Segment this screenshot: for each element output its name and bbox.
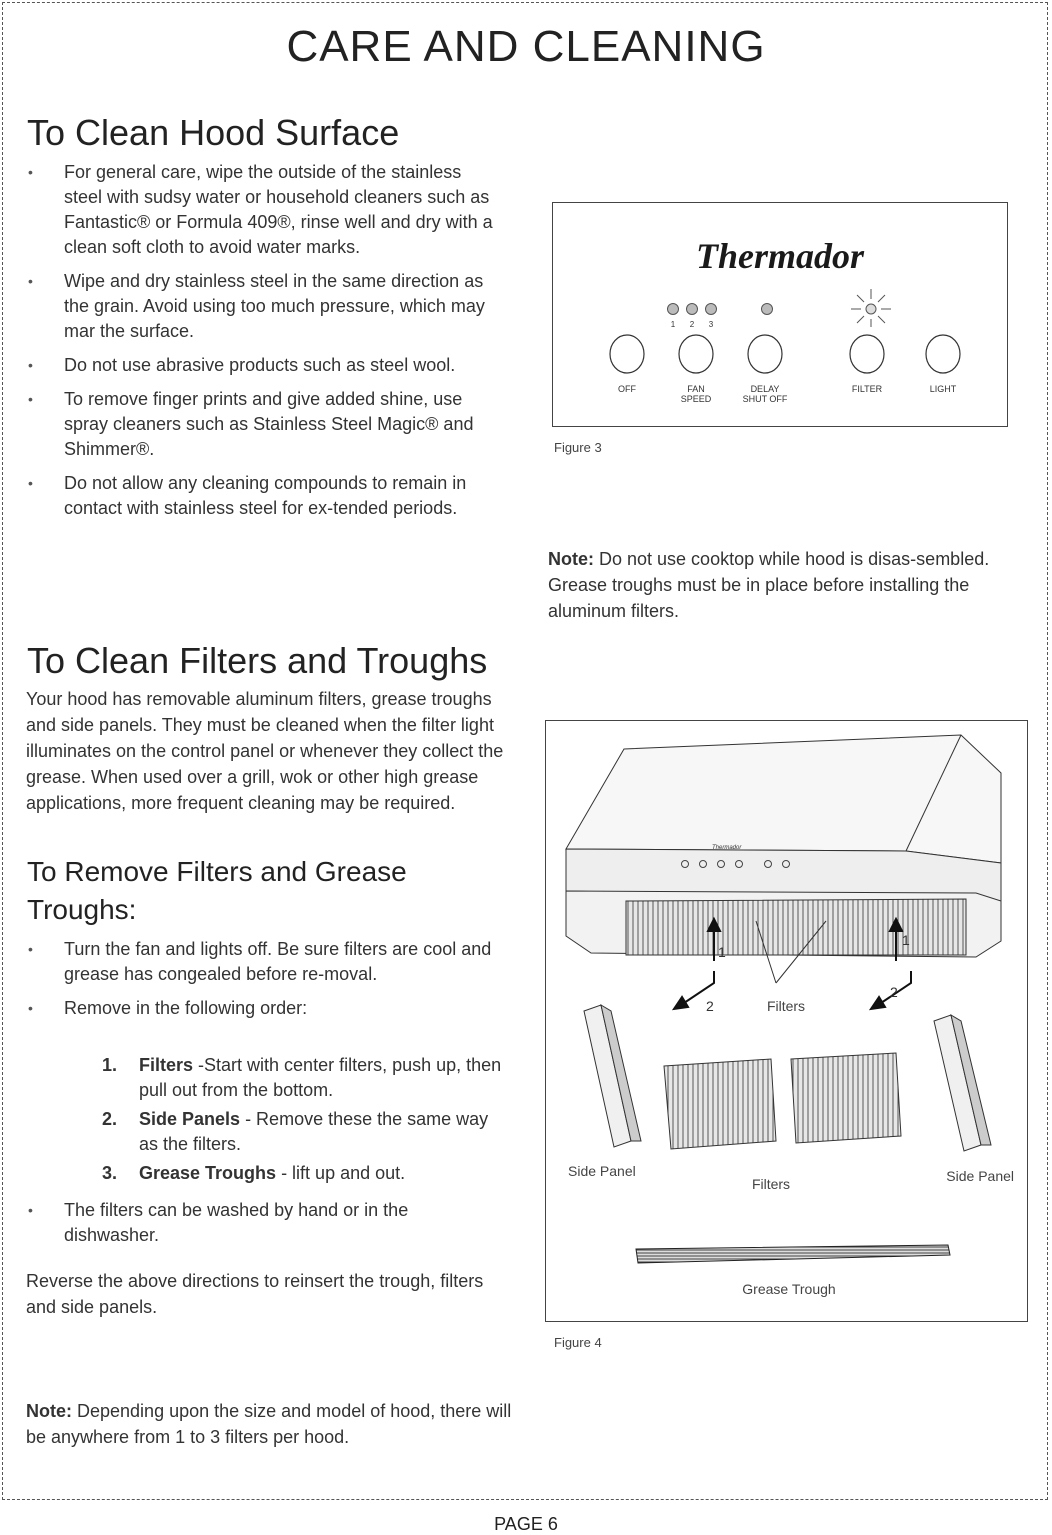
grease-trough — [636, 1245, 950, 1263]
removal-steps — [102, 1053, 504, 1190]
delay-label: DELAY — [750, 384, 780, 394]
reverse-instructions: Reverse the above directions to reinsert the trough, filters and side panels. — [26, 1271, 484, 1317]
fan-label: FAN — [687, 384, 705, 394]
delay-shutoff-button — [748, 335, 782, 373]
step-item — [102, 1161, 504, 1186]
label-filters-top: Filters — [766, 998, 806, 1014]
light-button — [926, 335, 960, 373]
bullet-item: • Wipe and dry stainless steel in the same direction as the grain. Avoid using too much pressure, which may mar the surface. — [24, 269, 494, 344]
step-number: 1. — [102, 1055, 118, 1075]
filter-light-icon — [851, 289, 891, 327]
figure3-control-panel — [552, 202, 1008, 427]
hood-mini-brand: Thermador — [712, 845, 742, 851]
step-number: 3. — [102, 1163, 118, 1183]
side-panel-right — [934, 1015, 991, 1151]
step-number: 2. — [102, 1109, 118, 1129]
speed-number-1: 1 — [670, 320, 676, 329]
label-step-1-left: 1 — [718, 944, 726, 960]
step-term: Grease Troughs — [139, 1163, 277, 1183]
step-text: -Start with center filters, push up, then pull out from the bottom. — [139, 1055, 502, 1100]
step-item — [102, 1107, 504, 1157]
figure3-caption: Figure 3 — [554, 440, 602, 455]
note-top-label: Note: — [548, 549, 594, 569]
off-label: OFF — [618, 384, 636, 394]
note-top — [548, 546, 1018, 624]
light-label: LIGHT — [929, 384, 957, 394]
hood-surface-heading: To Clean Hood Surface — [27, 112, 400, 153]
note-bottom-text: Depending upon the size and model of hood, there will be anywhere from 1 to 3 filters per hood. — [26, 1401, 512, 1447]
delay-indicator — [762, 304, 773, 315]
bullet-item: • To remove finger prints and give added shine, use spray cleaners such as Stainless Steel Magic® and Shimmer®. — [24, 387, 494, 462]
thermador-logo: Thermador — [695, 236, 865, 276]
step-text: - lift up and out. — [276, 1163, 406, 1183]
washing-list — [24, 1198, 504, 1257]
filters-troughs-intro: Your hood has removable aluminum filters, grease troughs and side panels. They must be cleaned when the filter light illuminates on the control panel or whenever they collect the grease. When used over a grill, wok or other high grease applications, more frequent cleaning may be required. — [26, 689, 504, 813]
fan-speed-button — [679, 335, 713, 373]
hood-surface-list — [24, 160, 494, 530]
step-text: - Remove these the same way as the filters. — [139, 1109, 489, 1154]
speed-number-3: 3 — [708, 320, 714, 329]
remove-heading-line2: Troughs: — [27, 894, 137, 925]
step-term: Side Panels — [139, 1109, 241, 1129]
filter-button — [850, 335, 884, 373]
speed-indicator-1 — [668, 304, 679, 315]
remove-heading-line1: To Remove Filters and Grease — [27, 856, 407, 887]
shutoff-label: SHUT OFF — [742, 394, 788, 404]
figure4-caption: Figure 4 — [554, 1335, 602, 1350]
remove-heading — [27, 853, 407, 929]
label-side-panel-right: Side Panel — [946, 1168, 1014, 1184]
range-hood — [566, 735, 1001, 957]
bullet-item: • The filters can be washed by hand or in the dishwasher. — [24, 1198, 504, 1248]
label-filters-bottom: Filters — [751, 1176, 791, 1192]
bullet-item: • Do not allow any cleaning compounds to remain in contact with stainless steel for ex-tended periods. — [24, 471, 494, 521]
label-step-1-right: 1 — [902, 932, 910, 948]
bullet-item: • Do not use abrasive products such as steel wool. — [24, 353, 494, 378]
filter-right — [791, 1053, 901, 1143]
page-title: CARE AND CLEANING — [286, 22, 766, 71]
filter-left — [664, 1059, 776, 1149]
note-bottom-label: Note: — [26, 1401, 72, 1421]
speed-indicator-2 — [687, 304, 698, 315]
speed-indicator-3 — [706, 304, 717, 315]
step-item — [102, 1053, 504, 1103]
speed-number-2: 2 — [689, 320, 695, 329]
control-panel-drawing — [553, 203, 1007, 426]
bullet-item: • Remove in the following order: — [24, 996, 504, 1021]
label-step-2-right: 2 — [890, 984, 898, 1000]
note-top-text: Do not use cooktop while hood is disas-sembled. Grease troughs must be in place before installing the aluminum filters. — [548, 549, 990, 621]
label-grease-trough: Grease Trough — [742, 1281, 836, 1297]
filters-troughs-heading: To Clean Filters and Troughs — [27, 640, 488, 681]
side-panel-left — [584, 1005, 641, 1147]
note-bottom — [26, 1398, 516, 1450]
remove-list — [24, 937, 504, 1030]
off-button — [610, 335, 644, 373]
step-term: Filters — [139, 1055, 194, 1075]
bullet-item: • Turn the fan and lights off. Be sure filters are cool and grease has congealed before re-moval. — [24, 937, 504, 987]
speed-label: SPEED — [680, 394, 712, 404]
bullet-item: • For general care, wipe the outside of the stainless steel with sudsy water or household cleaners such as Fantastic® or Formula 409®, rinse well and dry with a clean soft cloth to avoid water marks. — [24, 160, 494, 260]
hood-drawing — [546, 721, 1027, 1321]
label-side-panel-left: Side Panel — [568, 1163, 636, 1179]
label-step-2-left: 2 — [706, 998, 714, 1014]
page-number: PAGE 6 — [494, 1514, 558, 1534]
filter-label: FILTER — [851, 384, 883, 394]
figure4-hood-diagram — [545, 720, 1028, 1322]
